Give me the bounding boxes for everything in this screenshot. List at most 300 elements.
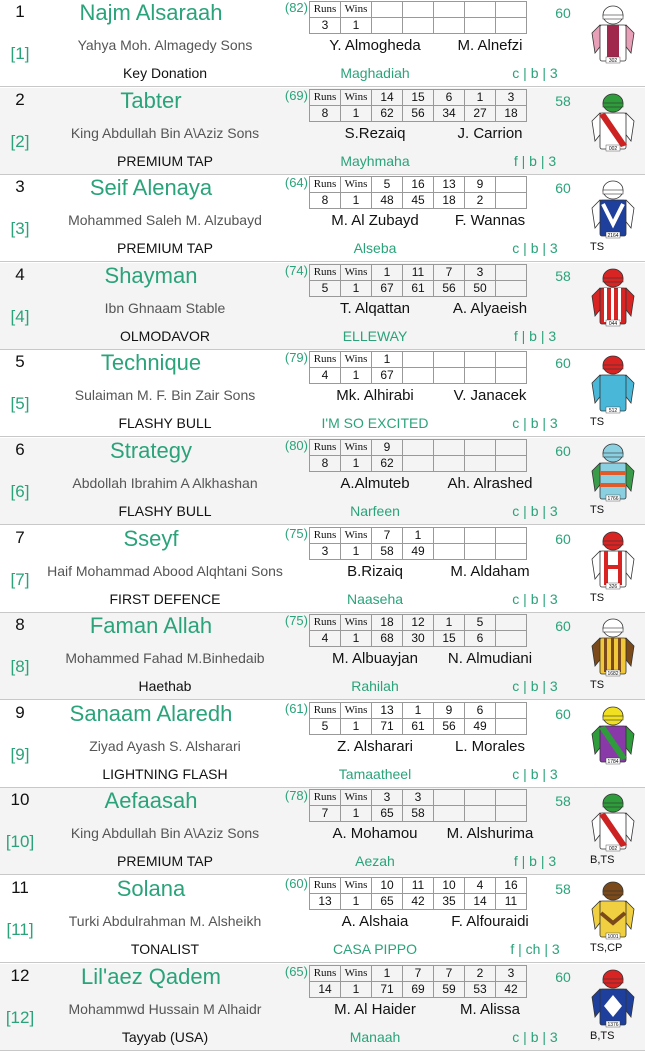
silks-number: 002: [608, 846, 618, 852]
form-table: [309, 702, 527, 735]
horse-codes: f | b | 3: [513, 328, 557, 344]
form-rating: 48: [372, 193, 403, 209]
jockey-name[interactable]: M. Al Haider: [334, 1001, 416, 1018]
form-position: [496, 790, 527, 806]
wins-label: Wins: [341, 265, 372, 281]
wins-label: Wins: [341, 878, 372, 894]
runs-label: Runs: [310, 528, 341, 544]
sire-name: OLMODAVOR: [120, 328, 210, 344]
jockey-silks-icon: [589, 967, 637, 1029]
owner-name: Sulaiman M. F. Bin Zair Sons: [74, 387, 256, 403]
sire-name: LIGHTNING FLASH: [102, 766, 228, 782]
runs-label: Runs: [310, 790, 341, 806]
form-rating: [496, 631, 527, 647]
dam-name: Manaah: [349, 1029, 401, 1045]
owner-name: Yahya Moh. Almagedy Sons: [77, 37, 253, 53]
jockey-name[interactable]: T. Alqattan: [339, 300, 411, 317]
form-table: [309, 877, 527, 910]
runner-card[interactable]: [0, 350, 645, 437]
equipment-codes: B,TS: [590, 1030, 615, 1042]
form-table: [309, 351, 527, 384]
silks-number: 1784: [607, 759, 619, 765]
form-position: 10: [372, 878, 403, 894]
form-table: [309, 1, 527, 34]
horse-rating: (79): [284, 350, 308, 365]
jockey-silks-icon: [589, 178, 637, 240]
wins-count: 1: [341, 806, 372, 822]
dam-name: Mayhmaha: [340, 153, 410, 169]
horse-codes: c | b | 3: [512, 678, 558, 694]
silks-number: 1766: [607, 496, 619, 502]
runner-card[interactable]: [0, 876, 645, 963]
form-rating: [465, 18, 496, 34]
form-position: 18: [372, 615, 403, 631]
form-rating: 65: [372, 806, 403, 822]
form-position: [403, 2, 434, 18]
silks-number: 326: [608, 584, 618, 590]
form-rating: [496, 368, 527, 384]
dam-name: Maghadiah: [340, 65, 410, 81]
runs-count: 5: [310, 719, 341, 735]
form-position: 6: [465, 703, 496, 719]
form-rating: 30: [403, 631, 434, 647]
form-position: [496, 615, 527, 631]
form-position: 4: [465, 878, 496, 894]
draw-number: [1]: [10, 44, 30, 63]
jockey-silks-icon: [589, 879, 637, 941]
wins-count: 1: [341, 631, 372, 647]
form-table: [309, 614, 527, 647]
sire-name: FLASHY BULL: [118, 415, 212, 431]
form-table: [309, 789, 527, 822]
owner-name: Abdollah Ibrahim A Alkhashan: [72, 475, 258, 491]
horse-name[interactable]: Najm Alsaraah: [79, 0, 223, 25]
wins-count: 1: [341, 894, 372, 910]
dam-name: Narfeen: [350, 503, 400, 519]
form-position: 14: [372, 90, 403, 106]
form-table: [309, 176, 527, 209]
trainer-name[interactable]: L. Morales: [454, 738, 526, 755]
jockey-silks-icon: [589, 616, 637, 678]
equipment-codes: B,TS: [590, 854, 615, 866]
form-rating: 42: [403, 894, 434, 910]
form-rating: [496, 719, 527, 735]
silks-number: 1376: [607, 1022, 619, 1028]
wins-count: 1: [341, 456, 372, 472]
runs-label: Runs: [310, 177, 341, 193]
form-rating: [434, 544, 465, 560]
form-position: 16: [496, 878, 527, 894]
trainer-name[interactable]: N. Almudiani: [447, 650, 533, 667]
weight: 60: [555, 618, 571, 634]
wins-label: Wins: [341, 528, 372, 544]
trainer-name[interactable]: F. Wannas: [454, 212, 526, 229]
form-position: 11: [403, 265, 434, 281]
sire-name: FIRST DEFENCE: [109, 591, 221, 607]
owner-name: King Abdullah Bin A\Aziz Sons: [70, 825, 260, 841]
wins-count: 1: [341, 106, 372, 122]
form-rating: 69: [403, 982, 434, 998]
runner-number: 12: [10, 966, 30, 985]
form-rating: [403, 456, 434, 472]
horse-name[interactable]: Technique: [100, 350, 202, 375]
form-position: 6: [434, 90, 465, 106]
form-rating: 62: [372, 456, 403, 472]
form-position: 9: [434, 703, 465, 719]
form-rating: [434, 18, 465, 34]
trainer-name[interactable]: M. Alnefzi: [457, 37, 523, 54]
draw-number: [2]: [10, 132, 30, 151]
wins-label: Wins: [341, 966, 372, 982]
form-rating: 45: [403, 193, 434, 209]
form-rating: 67: [372, 368, 403, 384]
horse-name[interactable]: Seif Alenaya: [89, 175, 213, 200]
wins-count: 1: [341, 544, 372, 560]
owner-name: Mohammed Saleh M. Alzubayd: [68, 212, 262, 228]
horse-rating: (78): [284, 788, 308, 803]
weight: 58: [555, 93, 571, 109]
form-position: [496, 265, 527, 281]
wins-count: 1: [341, 982, 372, 998]
dam-name: Rahilah: [351, 678, 399, 694]
runner-card[interactable]: [0, 526, 645, 613]
silks-number: 044: [608, 321, 618, 327]
horse-name[interactable]: Sseyf: [123, 526, 179, 551]
runs-count: 3: [310, 544, 341, 560]
dam-name: ELLEWAY: [342, 328, 408, 344]
form-rating: 61: [403, 281, 434, 297]
form-rating: 2: [465, 193, 496, 209]
form-position: 1: [403, 528, 434, 544]
trainer-name[interactable]: M. Alissa: [459, 1001, 520, 1018]
runs-count: 13: [310, 894, 341, 910]
horse-codes: c | b | 3: [512, 415, 558, 431]
runs-label: Runs: [310, 352, 341, 368]
draw-number: [12]: [5, 1008, 35, 1027]
form-rating: 68: [372, 631, 403, 647]
weight: 58: [555, 793, 571, 809]
form-position: 11: [403, 878, 434, 894]
runs-count: 8: [310, 193, 341, 209]
runner-number: 8: [15, 615, 25, 634]
runs-count: 4: [310, 631, 341, 647]
wins-count: 1: [341, 193, 372, 209]
form-rating: [496, 544, 527, 560]
dam-name: Alseba: [353, 240, 397, 256]
equipment-codes: TS: [590, 679, 605, 691]
form-position: 12: [403, 615, 434, 631]
form-position: 2: [465, 966, 496, 982]
wins-count: 1: [341, 719, 372, 735]
form-position: [434, 440, 465, 456]
form-rating: 50: [465, 281, 496, 297]
form-rating: 58: [372, 544, 403, 560]
form-position: 9: [372, 440, 403, 456]
equipment-codes: TS: [590, 592, 605, 604]
form-rating: 11: [496, 894, 527, 910]
form-table: [309, 527, 527, 560]
horse-name[interactable]: Aefaasah: [104, 788, 198, 813]
jockey-name[interactable]: M. Albuayjan: [332, 650, 418, 667]
jockey-silks-icon: [589, 441, 637, 503]
jockey-silks-icon: [589, 91, 637, 153]
form-position: [496, 177, 527, 193]
runs-label: Runs: [310, 878, 341, 894]
horse-name[interactable]: Strategy: [110, 438, 192, 463]
form-rating: 6: [465, 631, 496, 647]
form-rating: [372, 18, 403, 34]
horse-codes: c | b | 3: [512, 766, 558, 782]
form-position: 1: [372, 966, 403, 982]
draw-number: [9]: [10, 745, 30, 764]
horse-name[interactable]: Tabter: [120, 88, 182, 113]
form-position: 1: [372, 265, 403, 281]
weight: 60: [555, 355, 571, 371]
wins-label: Wins: [341, 615, 372, 631]
horse-rating: (64): [284, 175, 308, 190]
form-position: 3: [496, 966, 527, 982]
runner-card[interactable]: [0, 964, 645, 1051]
form-position: 1: [465, 90, 496, 106]
horse-codes: c | b | 3: [512, 65, 558, 81]
form-rating: 14: [465, 894, 496, 910]
form-rating: [434, 368, 465, 384]
horse-codes: c | b | 3: [512, 591, 558, 607]
form-position: 16: [403, 177, 434, 193]
owner-name: Haif Mohammad Abood Alqhtani Sons: [47, 563, 283, 579]
form-position: [434, 790, 465, 806]
horse-codes: f | b | 3: [513, 153, 557, 169]
form-rating: 56: [403, 106, 434, 122]
form-rating: 65: [372, 894, 403, 910]
form-position: [372, 2, 403, 18]
form-position: 13: [372, 703, 403, 719]
runner-card[interactable]: [0, 263, 645, 350]
draw-number: [6]: [10, 482, 30, 501]
form-position: 9: [465, 177, 496, 193]
horse-rating: (75): [284, 526, 308, 541]
weight: 60: [555, 969, 571, 985]
form-position: [496, 528, 527, 544]
runs-label: Runs: [310, 615, 341, 631]
runner-number: 7: [15, 528, 25, 547]
trainer-name[interactable]: M. Alshurima: [446, 825, 534, 842]
dam-name: Tamaatheel: [338, 766, 412, 782]
runner-card[interactable]: [0, 701, 645, 788]
horse-name[interactable]: Sanaam Alaredh: [69, 701, 233, 726]
draw-number: [4]: [10, 307, 30, 326]
form-position: 5: [465, 615, 496, 631]
form-position: [465, 528, 496, 544]
sire-name: PREMIUM TAP: [117, 240, 213, 256]
runs-count: 8: [310, 456, 341, 472]
owner-name: Ziyad Ayash S. Alsharari: [89, 738, 241, 754]
equipment-codes: TS: [590, 504, 605, 516]
horse-rating: (75): [284, 613, 308, 628]
horse-codes: f | b | 3: [513, 853, 557, 869]
runner-number: 6: [15, 440, 25, 459]
jockey-name[interactable]: Y. Almogheda: [329, 37, 421, 54]
form-position: [496, 2, 527, 18]
form-position: 7: [403, 966, 434, 982]
runner-card[interactable]: [0, 88, 645, 175]
form-rating: [496, 281, 527, 297]
form-table: [309, 89, 527, 122]
owner-name: King Abdullah Bin A\Aziz Sons: [70, 125, 260, 141]
owner-name: Turki Abdulrahman M. Alsheikh: [68, 913, 262, 929]
form-position: 1: [372, 352, 403, 368]
sire-name: FLASHY BULL: [118, 503, 212, 519]
draw-number: [10]: [5, 832, 35, 851]
form-position: 3: [372, 790, 403, 806]
form-position: [465, 440, 496, 456]
jockey-silks-icon: [589, 3, 637, 65]
runner-number: 10: [10, 790, 30, 809]
dam-name: CASA PIPPO: [332, 941, 418, 957]
jockey-silks-icon: [589, 791, 637, 853]
form-rating: 59: [434, 982, 465, 998]
form-position: [465, 2, 496, 18]
form-position: [434, 528, 465, 544]
jockey-name[interactable]: A.Almuteb: [340, 475, 410, 492]
runner-number: 9: [15, 703, 25, 722]
jockey-name[interactable]: Mk. Alhirabi: [336, 387, 414, 404]
jockey-name[interactable]: B.Rizaiq: [347, 563, 403, 580]
draw-number: [8]: [10, 657, 30, 676]
form-position: 13: [434, 177, 465, 193]
draw-number: [5]: [10, 394, 30, 413]
runner-card[interactable]: [0, 788, 645, 875]
weight: 60: [555, 180, 571, 196]
trainer-name[interactable]: F. Alfouraidi: [451, 913, 529, 930]
trainer-name[interactable]: J. Carrion: [457, 125, 523, 142]
form-position: 15: [403, 90, 434, 106]
dam-name: Naaseha: [346, 591, 404, 607]
jockey-name[interactable]: Z. Alsharari: [337, 738, 413, 755]
horse-codes: f | ch | 3: [510, 941, 560, 957]
silks-number: 002: [608, 146, 618, 152]
form-position: [496, 703, 527, 719]
dam-name: I'M SO EXCITED: [321, 415, 429, 431]
horse-rating: (74): [284, 263, 308, 278]
runs-label: Runs: [310, 90, 341, 106]
runs-label: Runs: [310, 2, 341, 18]
jockey-name[interactable]: A. Alshaia: [341, 913, 409, 930]
owner-name: Mohammed Fahad M.Binhedaib: [65, 650, 265, 666]
runner-number: 11: [11, 878, 29, 897]
runner-number: 2: [15, 90, 25, 109]
runs-count: 4: [310, 368, 341, 384]
silks-number: 1682: [607, 671, 619, 677]
jockey-silks-icon: [589, 353, 637, 415]
form-rating: 35: [434, 894, 465, 910]
form-rating: [496, 456, 527, 472]
horse-name[interactable]: Lil'aez Qadem: [81, 964, 221, 989]
trainer-name[interactable]: V. Janacek: [453, 387, 527, 404]
form-table: [309, 965, 527, 998]
dam-name: Aezah: [355, 853, 395, 869]
form-rating: 58: [403, 806, 434, 822]
form-position: [434, 2, 465, 18]
horse-rating: (61): [284, 701, 308, 716]
weight: 60: [555, 531, 571, 547]
horse-name[interactable]: Solana: [116, 876, 186, 901]
jockey-name[interactable]: A. Mohamou: [332, 825, 418, 842]
form-rating: [434, 806, 465, 822]
trainer-name[interactable]: A. Alyaeish: [452, 300, 528, 317]
equipment-codes: TS: [590, 241, 605, 253]
equipment-codes: TS: [590, 416, 605, 428]
form-rating: 18: [434, 193, 465, 209]
form-position: [434, 352, 465, 368]
form-rating: 56: [434, 719, 465, 735]
runner-card[interactable]: [0, 175, 645, 262]
weight: 58: [555, 268, 571, 284]
wins-label: Wins: [341, 177, 372, 193]
form-position: 3: [465, 265, 496, 281]
runs-count: 14: [310, 982, 341, 998]
runner-card[interactable]: [0, 613, 645, 700]
runs-label: Runs: [310, 703, 341, 719]
runner-card[interactable]: [0, 438, 645, 525]
wins-label: Wins: [341, 790, 372, 806]
draw-number: [11]: [6, 920, 34, 939]
horse-name[interactable]: Shayman: [104, 263, 198, 288]
form-rating: 49: [403, 544, 434, 560]
form-position: [465, 790, 496, 806]
form-rating: [496, 193, 527, 209]
wins-label: Wins: [341, 703, 372, 719]
runs-label: Runs: [310, 265, 341, 281]
form-rating: [465, 544, 496, 560]
runs-count: 8: [310, 106, 341, 122]
horse-rating: (65): [284, 964, 308, 979]
form-table: [309, 264, 527, 297]
jockey-name[interactable]: M. Al Zubayd: [331, 212, 419, 229]
horse-codes: c | b | 3: [512, 503, 558, 519]
sire-name: PREMIUM TAP: [117, 853, 213, 869]
form-rating: 42: [496, 982, 527, 998]
form-rating: 71: [372, 719, 403, 735]
form-table: [309, 439, 527, 472]
sire-name: PREMIUM TAP: [117, 153, 213, 169]
form-position: [496, 440, 527, 456]
jockey-silks-icon: [589, 529, 637, 591]
form-rating: [403, 368, 434, 384]
owner-name: Ibn Ghnaam Stable: [104, 300, 226, 316]
trainer-name[interactable]: M. Aldaham: [450, 563, 530, 580]
runner-number: 4: [15, 265, 25, 284]
weight: 60: [555, 443, 571, 459]
weight: 58: [555, 881, 571, 897]
trainer-name[interactable]: Ah. Alrashed: [447, 475, 533, 492]
form-position: [465, 352, 496, 368]
silks-number: 302: [608, 58, 618, 64]
owner-name: Mohammwd Hussain M Alhaidr: [68, 1001, 262, 1017]
form-rating: [465, 806, 496, 822]
jockey-silks-icon: [589, 266, 637, 328]
form-rating: [496, 18, 527, 34]
form-rating: 56: [434, 281, 465, 297]
runner-card[interactable]: [0, 0, 645, 87]
runs-count: 7: [310, 806, 341, 822]
sire-name: TONALIST: [130, 941, 200, 957]
silks-number: 2164: [607, 233, 619, 239]
jockey-name[interactable]: S.Rezaiq: [344, 125, 406, 142]
horse-name[interactable]: Faman Allah: [89, 613, 213, 638]
form-position: 3: [403, 790, 434, 806]
horse-rating: (69): [284, 88, 308, 103]
